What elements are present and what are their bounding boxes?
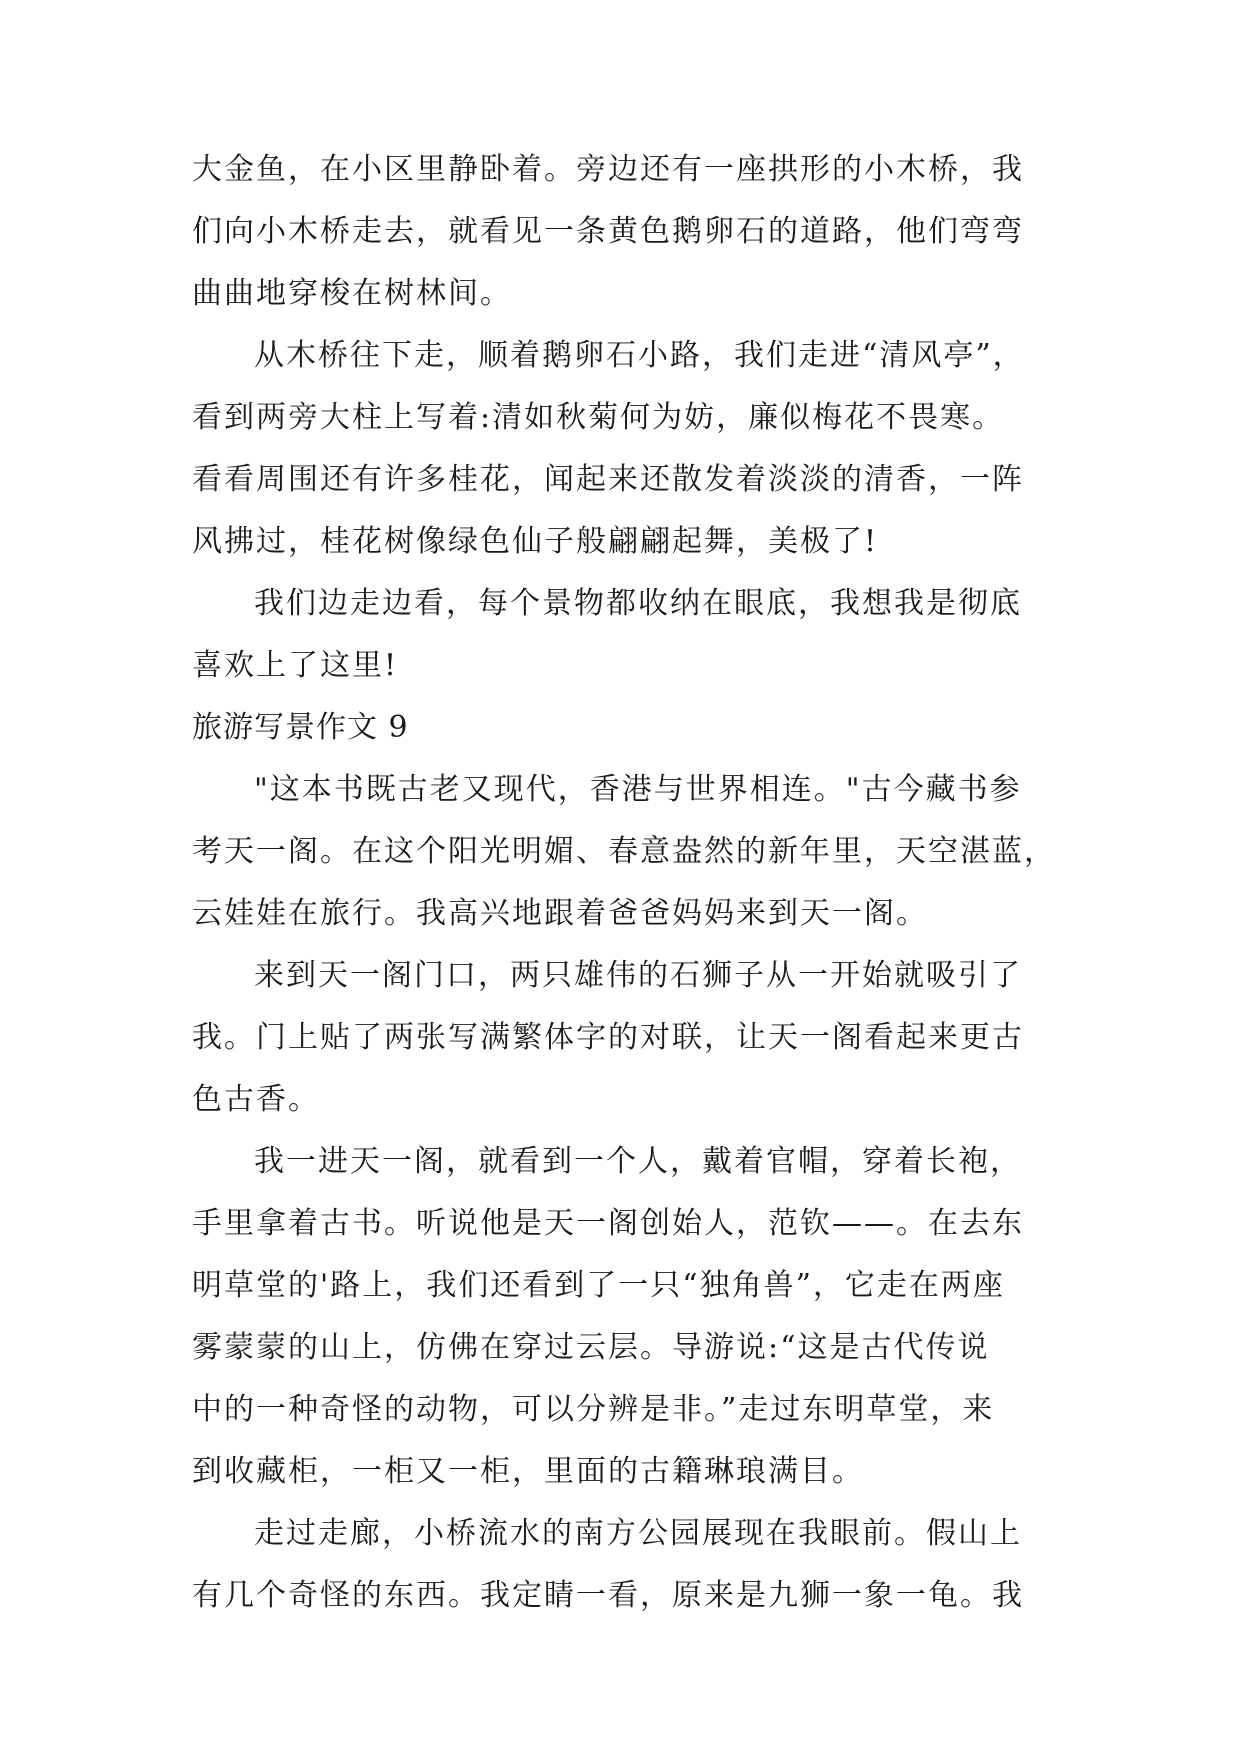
text-line: 我。门上贴了两张写满繁体字的对联，让天一阁看起来更古: [192, 1020, 1024, 1055]
text-line: 考天一阁。在这个阳光明媚、春意盎然的新年里，天空湛蓝，: [192, 834, 1056, 869]
paragraph-first-line: 来到天一阁门口，两只雄伟的石狮子从一开始就吸引了: [254, 958, 1022, 993]
text-line: 明草堂的'路上，我们还看到了一只“独角兽”，它走在两座: [192, 1268, 1005, 1303]
text-line: 到收藏柜，一柜又一柜，里面的古籍琳琅满目。: [192, 1454, 864, 1489]
text-line: 有几个奇怪的东西。我定睛一看，原来是九狮一象一龟。我: [192, 1578, 1024, 1613]
section-heading: 旅游写景作文 9: [192, 710, 409, 745]
text-line: 色古香。: [192, 1082, 320, 1117]
text-line: 们向小木桥走去，就看见一条黄色鹅卵石的道路，他们弯弯: [192, 214, 1024, 249]
text-line: 曲曲地穿梭在树林间。: [192, 276, 512, 311]
text-line: 手里拿着古书。听说他是天一阁创始人，范钦——。在去东: [192, 1206, 1024, 1241]
paragraph-first-line: "这本书既古老又现代，香港与世界相连。"古今藏书参: [254, 772, 1022, 807]
text-line: 中的一种奇怪的动物，可以分辨是非。”走过东明草堂，来: [192, 1392, 995, 1427]
text-line: 看到两旁大柱上写着:清如秋菊何为妨，廉似梅花不畏寒。: [192, 400, 1005, 435]
paragraph-first-line: 从木桥往下走，顺着鹅卵石小路，我们走进“清风亭”，: [254, 338, 1025, 373]
text-line: 喜欢上了这里!: [192, 648, 399, 683]
paragraph-first-line: 走过走廊，小桥流水的南方公园展现在我眼前。假山上: [254, 1516, 1022, 1551]
paragraph-first-line: 我一进天一阁，就看到一个人，戴着官帽，穿着长袍，: [254, 1144, 1022, 1179]
text-line: 云娃娃在旅行。我高兴地跟着爸爸妈妈来到天一阁。: [192, 896, 928, 931]
paragraph-first-line: 我们边走边看，每个景物都收纳在眼底，我想我是彻底: [254, 586, 1022, 621]
text-line: 大金鱼，在小区里静卧着。旁边还有一座拱形的小木桥，我: [192, 152, 1024, 187]
text-line: 看看周围还有许多桂花，闻起来还散发着淡淡的清香，一阵: [192, 462, 1024, 497]
text-line: 风拂过，桂花树像绿色仙子般翩翩起舞，美极了!: [192, 524, 879, 559]
text-line: 雾蒙蒙的山上，仿佛在穿过云层。导游说:“这是古代传说: [192, 1330, 990, 1365]
